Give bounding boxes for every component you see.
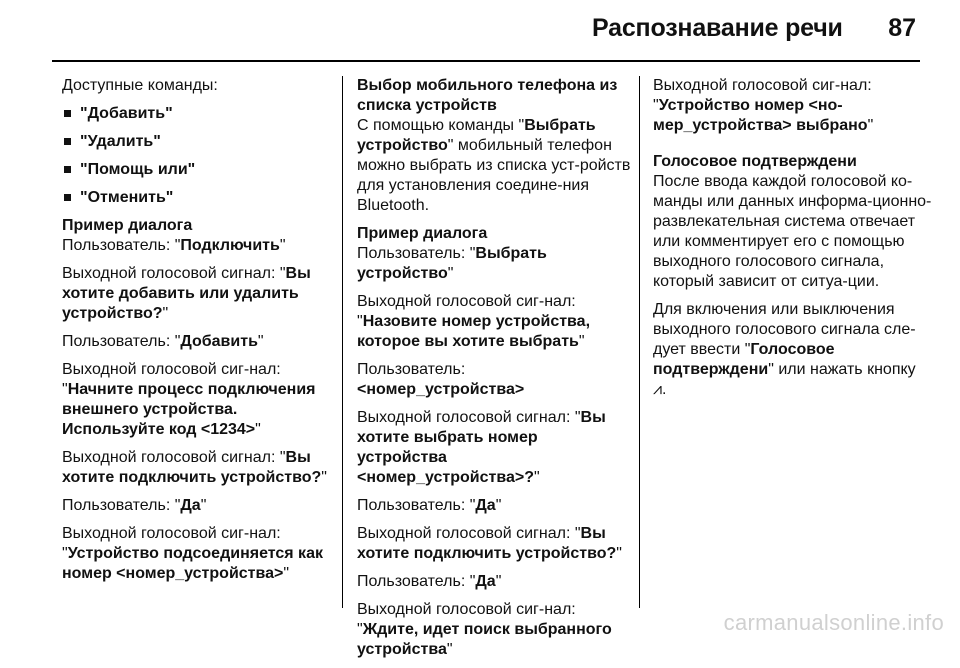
quote-mark: " [162,305,169,322]
dialog-speaker: Пользователь: " [62,237,181,254]
example-heading: Пример диалога [357,225,488,242]
voice-button-icon: ⩘ [653,381,663,398]
text-run: С помощью команды " [357,117,525,134]
dialog-line [357,572,631,592]
dialog-speaker: Выходной голосовой сигнал: " [62,449,286,466]
dialog-speaker: Выходной голосовой сиг-нал: " [62,525,281,562]
dialog-phrase: Добавить [180,333,258,350]
command-item: "Добавить" [62,104,334,124]
dialog-line [62,332,334,352]
dialog-line [653,76,933,136]
dialog-line [357,244,631,284]
dialog-phrase: Да [180,497,201,514]
dialog-line [357,360,631,400]
quote-mark: " [867,117,874,134]
section-text [357,116,631,216]
quote-mark: " [495,497,502,514]
quote-mark: " [616,545,622,562]
dialog-line [62,264,334,324]
dialog-speaker: Пользователь: [357,361,466,378]
column-left [62,76,334,592]
column-middle [357,76,631,668]
quote-mark: " [495,573,502,590]
quote-mark: " [200,497,207,514]
section-heading: Выбор мобильного телефона из списка устройств [357,77,618,114]
quote-mark: " [321,469,327,486]
dialog-line [357,600,631,660]
dialog-phrase: Начните процесс подключения внешнего устройства. Используйте код <1234> [62,381,316,438]
quote-mark: " [255,421,261,438]
dialog-line [62,524,334,584]
dialog-line [62,236,334,256]
dialog-speaker: Выходной голосовой сиг-нал: " [357,601,576,638]
dialog-phrase: Выбрать устройство [357,245,547,282]
dialog-speaker: Выходной голосовой сигнал: " [62,265,286,282]
dialog-speaker: Выходной голосовой сиг-нал: " [653,77,872,114]
text-run: " или нажать кнопку [768,361,916,378]
dialog-line [62,360,334,440]
page-number: 87 [888,14,916,42]
dialog-phrase: Устройство подсоединяется как номер <номер_устройства> [62,545,323,582]
dialog-line [357,408,631,488]
dialog-speaker: Выходной голосовой сигнал: " [357,525,581,542]
dialog-speaker: Выходной голосовой сиг-нал: " [357,293,576,330]
dialog-phrase: Вы хотите выбрать номер устройства <номер_устройства>? [357,409,606,486]
dialog-phrase: Да [475,573,496,590]
dialog-line [357,292,631,352]
section-heading: Голосовое подтверждени [653,153,857,170]
page-title: Распознавание речи [592,14,843,42]
dialog-phrase: Вы хотите добавить или удалить устройство? [62,265,311,322]
section-text: После ввода каждой голосовой ко-манды или данных информа-ционно-развлекательная система отвечает или комментирует его с помощью выходного голосового сигнала, который зависит от ситуа-ции. [653,173,932,290]
dialog-speaker: Пользователь: " [357,573,476,590]
command-phrase: Голосовое подтверждени [653,341,835,378]
quote-mark: " [578,333,585,350]
dialog-speaker: Выходной голосовой сигнал: " [357,409,581,426]
column-divider [639,76,640,608]
command-item: "Отменить" [62,188,334,208]
section-text [653,300,933,400]
command-item: "Помощь или" [62,160,334,180]
quote-mark: " [257,333,264,350]
dialog-phrase: Ждите, идет поиск выбранного устройства [357,621,612,658]
dialog-speaker: Пользователь: " [62,497,181,514]
column-divider [342,76,343,608]
dialog-line [62,496,334,516]
header-divider [52,60,920,62]
example-heading: Пример диалога [62,217,193,234]
dialog-phrase: Вы хотите подключить устройство? [62,449,322,486]
dialog-phrase: Устройство номер <но-мер_устройства> выбрано [653,97,868,134]
dialog-line [357,496,631,516]
dialog-speaker: Пользователь: " [357,497,476,514]
quote-mark: " [446,641,453,658]
dialog-phrase: <номер_устройства> [357,381,525,398]
dialog-speaker: Пользователь: " [357,245,476,262]
dialog-phrase: Вы хотите подключить устройство? [357,525,617,562]
dialog-phrase: Назовите номер устройства, которое вы хотите выбрать [357,313,591,350]
quote-mark: " [447,265,454,282]
dialog-phrase: Подключить [180,237,280,254]
dialog-speaker: Пользователь: " [62,333,181,350]
quote-mark: " [279,237,286,254]
dialog-phrase: Да [475,497,496,514]
text-run: Для включения или выключения выходного голосового сигнала сле-дует ввести " [653,301,916,358]
quote-mark: " [533,469,540,486]
watermark: carmanualsonline.info [723,610,944,635]
commands-intro: Доступные команды: [62,77,218,94]
text-run: . [662,381,667,398]
dialog-line [357,524,631,564]
dialog-line [62,448,334,488]
text-run: " мобильный телефон можно выбрать из списка уст-ройств для установления соедине-ния Bluetooth. [357,137,631,214]
column-right [653,76,933,408]
dialog-speaker: Выходной голосовой сиг-нал: " [62,361,281,398]
quote-mark: " [283,565,290,582]
command-phrase: Выбрать устройство [357,117,596,154]
command-item: "Удалить" [62,132,334,152]
commands-list [62,104,334,208]
